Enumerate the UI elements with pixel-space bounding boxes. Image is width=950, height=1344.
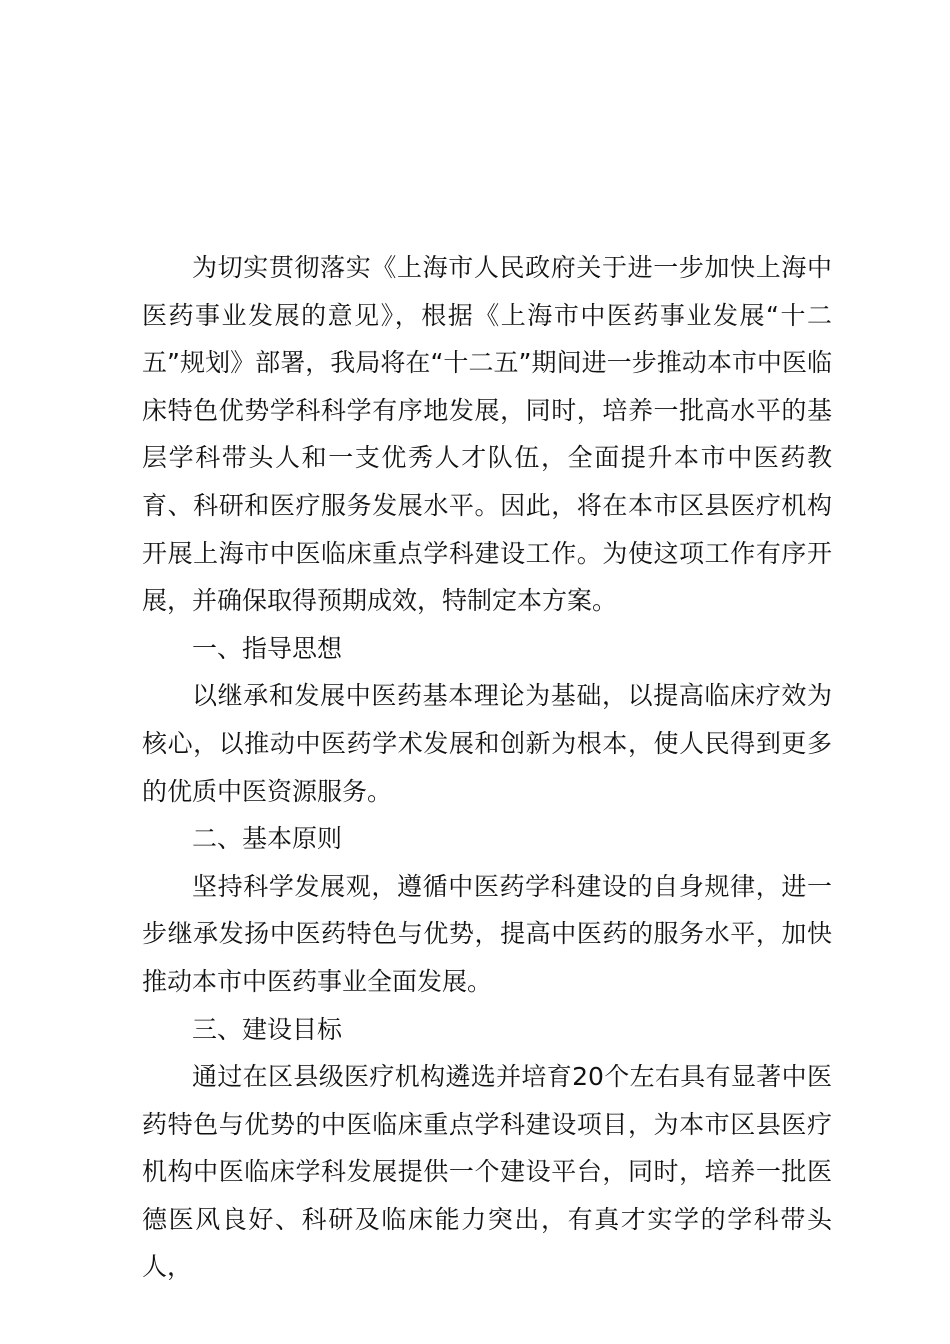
section-text-guiding-ideology: 以继承和发展中医药基本理论为基础，以提高临床疗效为核心，以推动中医药学术发展和创新为根本，使人民得到更多的优质中医资源服务。 (142, 681, 832, 806)
section-text-basic-principles: 坚持科学发展观，遵循中医药学科建设的自身规律，进一步继承发扬中医药特色与优势，提高中医药的服务水平，加快推动本市中医药事业全面发展。 (142, 871, 832, 996)
section-heading-construction-goals: 三、建设目标 (192, 1014, 343, 1044)
document-body (142, 244, 832, 1291)
section-text-construction-goals: 通过在区县级医疗机构遴选并培育20个左右具有显著中医药特色与优势的中医临床重点学科建设项目，为本市区县医疗机构中医临床学科发展提供一个建设平台，同时，培养一批医德医风良好、科研及临床能力突出，有真才实学的学科带头人， (142, 1062, 832, 1282)
section-heading-guiding-ideology: 一、指导思想 (192, 633, 343, 663)
intro-paragraph: 为切实贯彻落实《上海市人民政府关于进一步加快上海中医药事业发展的意见》，根据《上海市中医药事业发展“十二五”规划》部署，我局将在“十二五”期间进一步推动本市中医临床特色优势学科科学有序地发展，同时，培养一批高水平的基层学科带头人和一支优秀人才队伍，全面提升本市中医药教育、科研和医疗服务发展水平。因此，将在本市区县医疗机构开展上海市中医临床重点学科建设工作。为使这项工作有序开展，并确保取得预期成效，特制定本方案。 (142, 253, 832, 616)
section-heading-basic-principles: 二、基本原则 (192, 824, 343, 854)
